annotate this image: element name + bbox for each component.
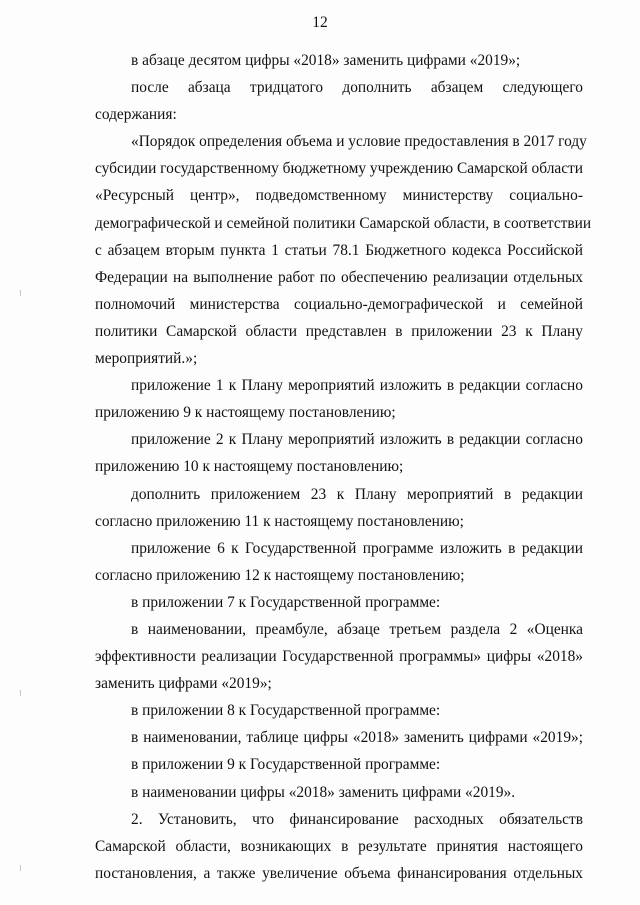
text-line: в приложении 8 к Государственной программе: <box>131 702 441 720</box>
scan-mark <box>20 865 21 871</box>
text-line: приложение 2 к Плану мероприятий изложить в редакции согласно <box>131 431 583 449</box>
text-line: полномочий министерства социально-демографической и семейной <box>95 295 583 313</box>
text-line: в наименовании цифры «2018» заменить цифрами «2019». <box>131 783 516 801</box>
scan-mark <box>20 290 21 296</box>
page-number: 12 <box>312 14 328 31</box>
text-line: субсидии государственному бюджетному учреждению Самарской области <box>95 160 583 178</box>
text-line: приложению 10 к настоящему постановлению; <box>95 458 404 476</box>
text-line: эффективности реализации Государственной программы» цифры «2018» <box>95 648 583 666</box>
text-line: Федерации на выполнение работ по обеспечению реализации отдельных <box>95 268 583 286</box>
text-line: заменить цифрами «2019»; <box>95 675 272 693</box>
text-line: согласно приложению 12 к настоящему постановлению; <box>95 566 465 584</box>
text-line: после абзаца тридцатого дополнить абзацем следующего <box>131 79 583 97</box>
text-line: «Ресурсный центр», подведомственному министерству социально- <box>95 187 583 205</box>
text-line: демографической и семейной политики Самарской области, в соответствии <box>95 214 592 232</box>
text-line: приложению 9 к настоящему постановлению; <box>95 404 396 422</box>
text-line: Самарской области, возникающих в результате принятия настоящего <box>95 837 583 855</box>
text-line: согласно приложению 11 к настоящему постановлению; <box>95 512 464 530</box>
text-line: политики Самарской области представлен в приложении 23 к Плану <box>95 322 583 340</box>
document-body <box>95 47 592 887</box>
text-line: в приложении 9 к Государственной программе: <box>131 756 441 774</box>
text-line: приложение 1 к Плану мероприятий изложить в редакции согласно <box>131 377 583 395</box>
text-line: в наименовании, таблице цифры «2018» заменить цифрами «2019»; <box>131 729 583 747</box>
text-line: содержания: <box>95 106 177 124</box>
text-line: дополнить приложением 23 к Плану мероприятий в редакции <box>131 485 583 503</box>
text-line: мероприятий.»; <box>95 350 198 368</box>
text-line: постановления, а также увеличение объема финансирования отдельных <box>95 864 583 882</box>
scan-mark <box>20 690 21 696</box>
text-line: приложение 6 к Государственной программе изложить в редакции <box>131 539 583 557</box>
text-line: в абзаце десятом цифры «2018» заменить цифрами «2019»; <box>131 52 521 69</box>
text-line: в приложении 7 к Государственной программе: <box>131 593 441 611</box>
text-line: 2. Установить, что финансирование расходных обязательств <box>131 810 583 828</box>
text-line: в наименовании, преамбуле, абзаце третьем раздела 2 «Оценка <box>131 620 583 638</box>
text-line: «Порядок определения объема и условие предоставления в 2017 году <box>131 133 587 151</box>
text-line: с абзацем вторым пункта 1 статьи 78.1 Бюджетного кодекса Российской <box>95 241 583 259</box>
